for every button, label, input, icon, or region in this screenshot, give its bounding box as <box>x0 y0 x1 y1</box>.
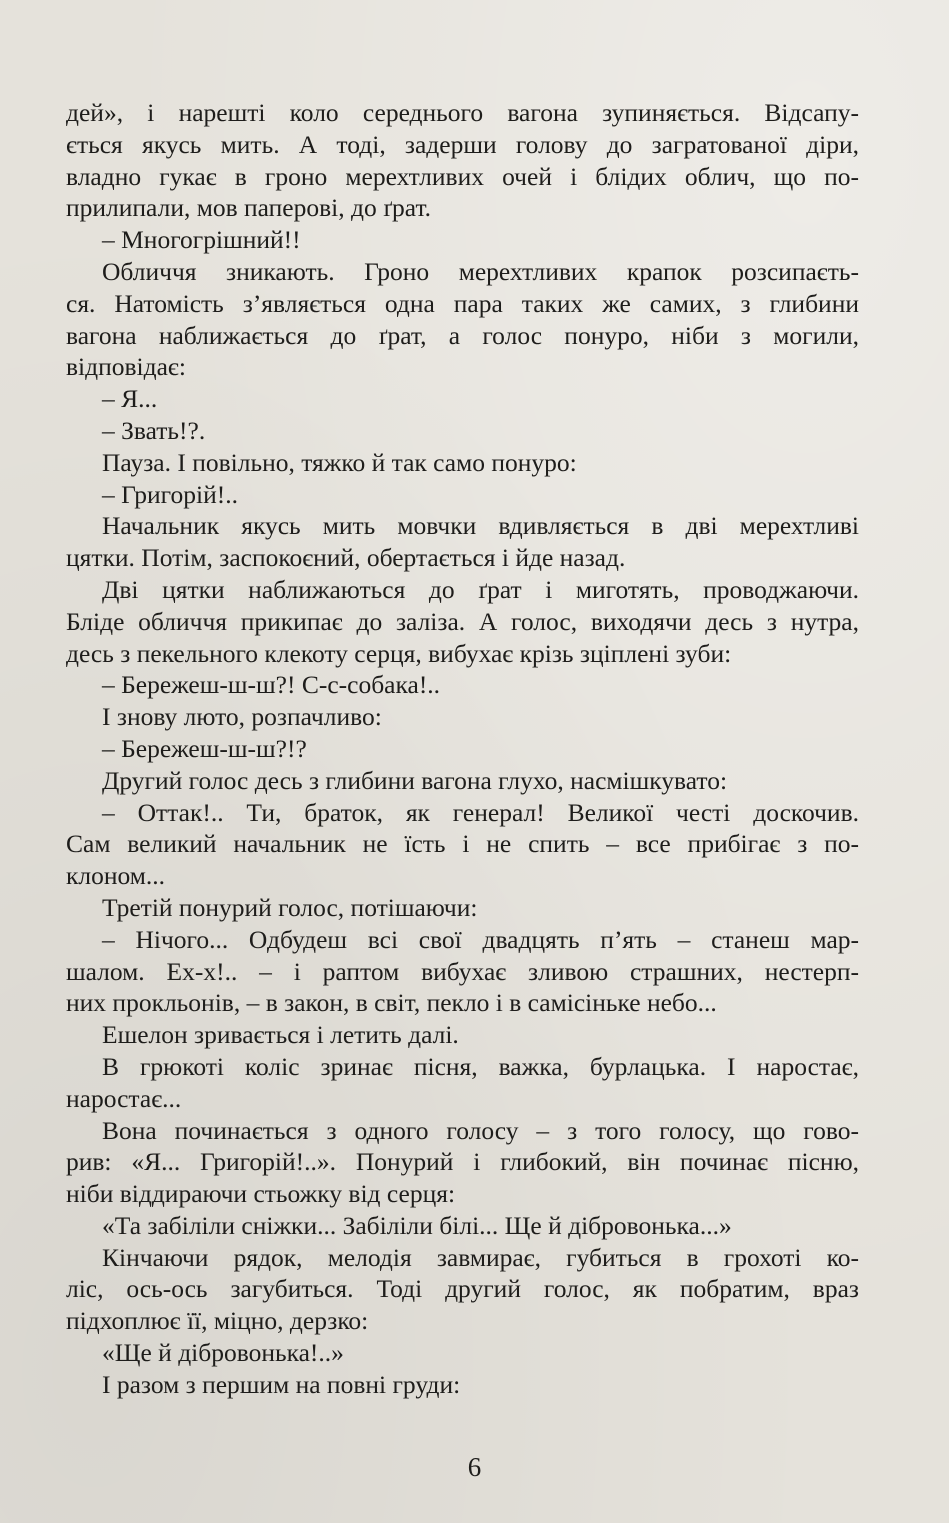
text-line: Дві цятки наближаються до ґрат і миготять, проводжаючи. <box>102 574 859 604</box>
page-number: 6 <box>467 1452 482 1482</box>
text-line: В грюкоті коліс зринає пісня, важка, бурлацька. І наростає, <box>102 1051 859 1081</box>
text-line: – Многогрішний!! <box>102 225 301 255</box>
text-line: Третій понурий голос, потішаючи: <box>102 892 478 922</box>
text-line: І знову люто, розпачливо: <box>102 702 382 732</box>
text-line: десь з пекельного клекоту серця, вибухає крізь зціплені зуби: <box>66 638 732 668</box>
text-line: ліс, ось-ось загубиться. Тоді другий голос, як побратим, враз <box>66 1274 859 1304</box>
text-line: прилипали, мов паперові, до ґрат. <box>66 193 432 223</box>
text-line: Обличчя зникають. Гроно мерехтливих крапок розсипаєть- <box>102 256 859 286</box>
text-line: – Бережеш-ш-ш?! С-с-собака!.. <box>102 670 441 700</box>
text-line: Начальник якусь мить мовчки вдивляється в дві мерехтливі <box>102 511 859 541</box>
text-line: «Та забіліли сніжки... Забіліли білі... Ще й дібровонька...» <box>102 1210 732 1240</box>
text-line: вагона наближається до ґрат, а голос понуро, ніби з могили, <box>66 320 859 350</box>
text-line: – Звать!?. <box>102 415 206 445</box>
text-line: підхоплює її, міцно, дерзко: <box>66 1306 369 1336</box>
text-line: цятки. Потім, заспокоєний, обертається і йде назад. <box>66 543 626 573</box>
text-line: «Ще й дібровонька!..» <box>102 1338 344 1368</box>
text-line: ється якусь мить. А тоді, задерши голову до загратованої діри, <box>66 129 859 159</box>
text-line: – Нічого... Одбудеш всі свої двадцять п’ять – станеш мар- <box>102 924 859 954</box>
text-line: клоном... <box>66 861 166 891</box>
text-line: – Оттак!.. Ти, браток, як генерал! Великої честі доскочив. <box>102 797 859 827</box>
text-line: Сам великий начальник не їсть і не спить – все прибігає з по- <box>66 829 859 859</box>
text-line: дей», і нарешті коло середнього вагона зупиняється. Відсапу- <box>66 98 859 127</box>
text-line: владно гукає в гроно мерехтливих очей і блідих облич, що по- <box>66 161 859 191</box>
text-line: Пауза. І повільно, тяжко й так само понуро: <box>102 447 577 477</box>
text-line: Кінчаючи рядок, мелодія завмирає, губиться в грохоті ко- <box>102 1242 859 1272</box>
text-line: – Я... <box>102 384 158 414</box>
text-line: ся. Натомість з’являється одна пара таких же самих, з глибини <box>66 288 859 318</box>
page-body-text <box>66 97 859 1401</box>
text-line: шалом. Ех-х!.. – і раптом вибухає зливою страшних, нестерп- <box>66 956 859 986</box>
text-line: – Бережеш-ш-ш?!? <box>102 733 307 763</box>
text-line: ніби віддираючи стьожку від серця: <box>66 1179 456 1209</box>
text-line: відповідає: <box>66 352 186 382</box>
text-line: Бліде обличчя прикипає до заліза. А голос, виходячи десь з нутра, <box>66 606 859 636</box>
text-line: І разом з першим на повні груди: <box>102 1369 461 1399</box>
text-line: – Григорій!.. <box>102 479 238 509</box>
text-line: Другий голос десь з глибини вагона глухо, насмішкувато: <box>102 765 728 795</box>
text-line: наростає... <box>66 1083 182 1113</box>
text-line: них прокльонів, – в закон, в світ, пекло і в самісіньке небо... <box>66 988 717 1018</box>
text-line: Вона починається з одного голосу – з того голосу, що гово- <box>102 1115 859 1145</box>
text-line: Ешелон зривається і летить далі. <box>102 1020 459 1050</box>
text-line: рив: «Я... Григорій!..». Понурий і глибокий, він починає пісню, <box>66 1147 859 1177</box>
